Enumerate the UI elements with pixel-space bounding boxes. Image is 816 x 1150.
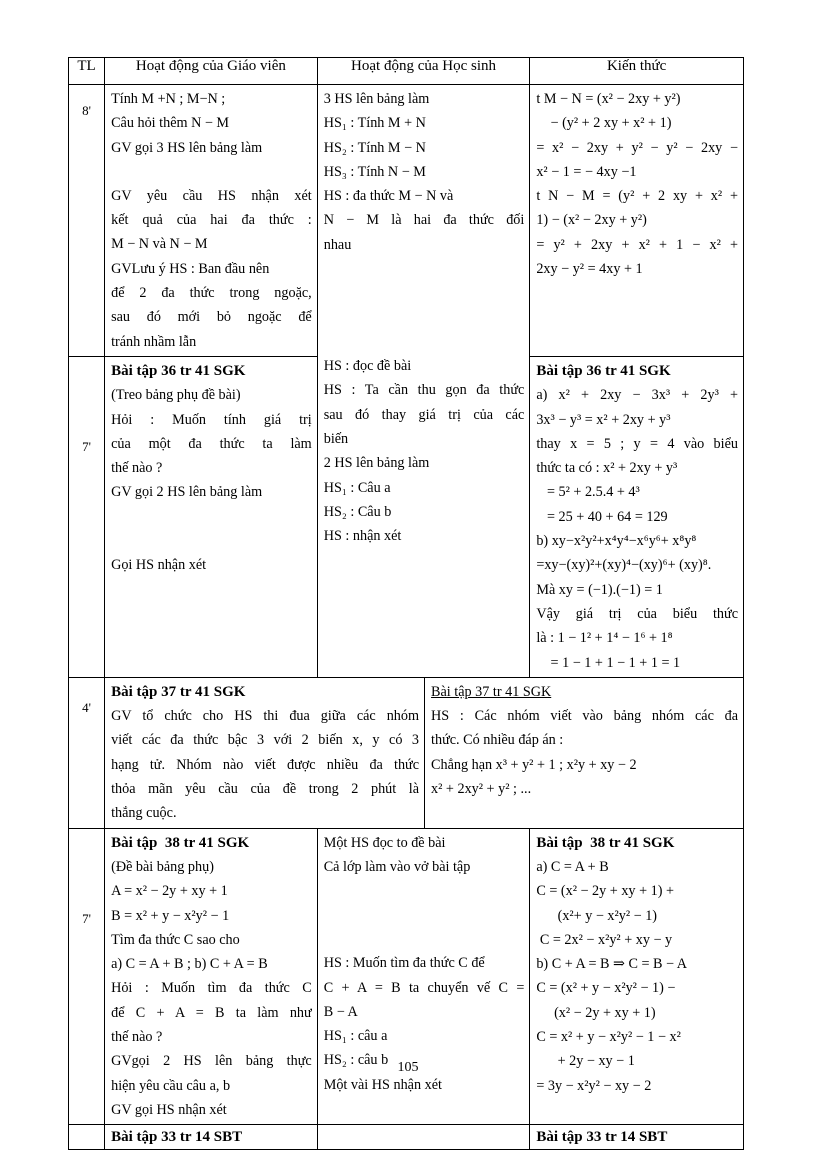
text-line: Tính M +N ; M−N ; xyxy=(111,91,226,107)
text-line: Tìm đa thức C sao cho xyxy=(111,931,240,948)
text-line: HS₂ : câu b xyxy=(323,1052,389,1069)
text-line: 2xy − y² = 4xy + 1 xyxy=(536,261,643,278)
text-line: HS₂ : Tính M − N xyxy=(323,139,426,156)
knowledge-lines xyxy=(530,1125,743,1149)
text-line: (Đề bài bảng phụ) xyxy=(111,858,214,875)
text-line: HS₁ : Tính M + N xyxy=(323,115,426,132)
text-line: N − M là hai đa thức đối xyxy=(323,212,525,229)
teacher-cell xyxy=(105,356,318,677)
text-line: B − A xyxy=(323,1003,358,1020)
text-line: t M − N = (x² − 2xy + y²) xyxy=(536,91,681,107)
teacher-cell xyxy=(105,677,425,828)
knowledge-cell xyxy=(530,1125,744,1150)
student-cell xyxy=(317,1125,530,1150)
time-label: 8' xyxy=(82,103,91,118)
student-lines xyxy=(318,85,530,550)
text-line: Chẳng hạn x³ + y² + 1 ; x²y + xy − 2 xyxy=(431,756,637,773)
text-line: HS₁ : Câu a xyxy=(323,479,391,496)
exercise-title: Bài tập 38 tr 41 SGK xyxy=(536,834,675,851)
text-line: = x² − 2xy + y² − y² − 2xy − xyxy=(536,139,738,156)
text-line: thế nào ? xyxy=(111,460,163,477)
text-line: HS₁ : câu a xyxy=(323,1028,388,1045)
text-line: hạng tử. Nhóm nào viết được nhiều đa thức xyxy=(111,756,420,773)
text-line: GV gọi 3 HS lên bảng làm xyxy=(111,139,263,156)
text-line: của một đa thức ta làm xyxy=(111,435,312,452)
knowledge-lines xyxy=(530,357,743,677)
time-cell xyxy=(69,356,105,677)
teacher-lines xyxy=(105,829,317,1125)
spacer xyxy=(324,879,525,951)
text-line: HS : Các nhóm viết vào bảng nhóm các đa xyxy=(431,708,738,725)
lesson-page xyxy=(68,57,744,1150)
text-line: HS : Ta cần thu gọn đa thức xyxy=(323,382,525,399)
text-line: a) C = A + B xyxy=(536,858,609,875)
text-line: Mà xy = (−1).(−1) = 1 xyxy=(536,581,663,598)
text-line: b) C + A = B ⇒ C = B − A xyxy=(536,956,688,973)
time-label: 7' xyxy=(82,438,91,454)
text-line: biến xyxy=(323,430,349,447)
text-line: GV gọi 2 HS lên bảng làm xyxy=(111,484,263,501)
table-row xyxy=(69,828,744,1125)
text-line: Câu hỏi thêm N − M xyxy=(111,115,230,132)
text-line: HS₂ : Câu b xyxy=(323,503,392,520)
knowledge-cell xyxy=(530,356,744,677)
text-line: = 3y − x²y² − xy − 2 xyxy=(536,1077,652,1094)
text-line: Gọi HS nhận xét xyxy=(111,556,207,573)
text-line: thức. Có nhiều đáp án : xyxy=(431,732,564,749)
text-line: Hỏi : Muốn tính giá trị xyxy=(111,411,312,428)
header-student: Hoạt động của Học sinh xyxy=(317,58,530,85)
text-line: x² − 1 = − 4xy −1 xyxy=(536,163,637,180)
text-line: HS : đa thức M − N và xyxy=(323,188,454,205)
text-line: nhau xyxy=(323,236,352,253)
text-line: A = x² − 2y + xy + 1 xyxy=(111,883,228,900)
text-line: là : 1 − 1² + 1⁴ − 1⁶ + 1⁸ xyxy=(536,630,673,647)
table-row xyxy=(69,85,744,357)
exercise-title: Bài tập 38 tr 41 SGK xyxy=(111,834,250,851)
student-cell xyxy=(425,677,744,828)
exercise-title: Bài tập 37 tr 41 SGK xyxy=(111,683,246,700)
text-line: để C + A = B ta làm như xyxy=(111,1004,312,1021)
teacher-cell xyxy=(105,85,318,357)
text-line: thỏa mãn yêu cầu của đề trong 2 phút là xyxy=(111,781,420,798)
text-line: Một vài HS nhận xét xyxy=(323,1076,442,1093)
text-line: kết quả của hai đa thức : xyxy=(111,212,312,229)
student-lines xyxy=(425,678,743,803)
time-cell xyxy=(69,828,105,1125)
student-lines xyxy=(318,829,530,1099)
text-line: 1) − (x² − 2xy + y²) xyxy=(536,212,647,229)
lesson-table xyxy=(68,57,744,1150)
text-line: Cả lớp làm vào vở bài tập xyxy=(323,858,471,875)
header-teacher: Hoạt động của Giáo viên xyxy=(105,58,318,85)
table-row xyxy=(69,1125,744,1150)
teacher-cell xyxy=(105,1125,318,1150)
text-line: thay x = 5 ; y = 4 vào biểu xyxy=(536,435,738,452)
text-line: GV tổ chức cho HS thi đua giữa các nhóm xyxy=(111,708,420,725)
time-label: 4' xyxy=(82,699,91,715)
text-line: HS : nhận xét xyxy=(323,528,402,545)
text-line: Vậy giá trị của biểu thức xyxy=(536,605,738,622)
spacer xyxy=(324,257,525,354)
text-line: 3x³ − y³ = x² + 2xy + y³ xyxy=(536,411,671,428)
text-line: sau đó thay giá trị của các xyxy=(323,406,525,423)
text-line: =xy−(xy)²+(xy)⁴−(xy)⁶+ (xy)⁸. xyxy=(536,557,712,574)
text-line: GVLưu ý HS : Ban đầu nên xyxy=(111,260,270,277)
student-cell xyxy=(317,85,530,678)
text-line: (x²+ y − x²y² − 1) xyxy=(536,907,658,924)
text-line: = 5² + 2.5.4 + 4³ xyxy=(536,484,640,501)
text-line: + 2y − xy − 1 xyxy=(536,1053,635,1070)
student-cell xyxy=(317,828,530,1125)
spacer xyxy=(111,505,312,553)
text-line: x² + 2xy² + y² ; ... xyxy=(431,781,532,798)
text-line: 2 HS lên bảng làm xyxy=(323,455,430,472)
text-line: tránh nhầm lẫn xyxy=(111,333,197,350)
text-line: HS : đọc đề bài xyxy=(323,358,412,375)
knowledge-cell xyxy=(530,828,744,1125)
teacher-lines xyxy=(105,85,317,356)
exercise-title: Bài tập 33 tr 14 SBT xyxy=(536,1129,668,1146)
text-line: thế nào ? xyxy=(111,1028,163,1045)
header-knowledge: Kiến thức xyxy=(530,58,744,85)
page-number: 105 xyxy=(397,1060,419,1075)
teacher-lines xyxy=(105,1125,317,1149)
table-header-row xyxy=(69,58,744,85)
text-line: HS₃ : Tính N − M xyxy=(323,163,426,180)
text-line: C + A = B ta chuyển vế C = xyxy=(323,979,525,996)
time-cell xyxy=(69,85,105,357)
header-tl: TL xyxy=(69,58,105,85)
text-line: để 2 đa thức trong ngoặc, xyxy=(111,285,312,302)
teacher-cell xyxy=(105,828,318,1125)
text-line: B = x² + y − x²y² − 1 xyxy=(111,907,230,924)
knowledge-lines xyxy=(530,85,743,283)
text-line: (Treo bảng phụ đề bài) xyxy=(111,387,241,404)
text-line: HS : Muốn tìm đa thức C để xyxy=(323,955,485,972)
text-line: a) C = A + B ; b) C + A = B xyxy=(111,956,268,973)
table-row xyxy=(69,677,744,828)
exercise-title: Bài tập 36 tr 41 SGK xyxy=(536,362,671,379)
time-cell xyxy=(69,677,105,828)
text-line: viết các đa thức bậc 3 với 2 biến x, y có 3 xyxy=(111,732,420,749)
text-line: C = (x² + y − x²y² − 1) − xyxy=(536,980,676,997)
exercise-title: Bài tập 36 tr 41 SGK xyxy=(111,362,246,379)
time-cell xyxy=(69,1125,105,1150)
text-line: a) x² + 2xy − 3x³ + 2y³ + xyxy=(536,387,738,404)
text-line: b) xy−x²y²+x⁴y⁴−x⁶y⁶+ x⁸y⁸ xyxy=(536,533,697,550)
text-line: GV yêu cầu HS nhận xét xyxy=(111,187,312,204)
text-line: sau đó mới bỏ ngoặc để xyxy=(111,309,312,326)
text-line xyxy=(111,160,312,184)
text-line: Hỏi : Muốn tìm đa thức C xyxy=(111,980,312,997)
text-line: − (y² + 2 xy + x² + 1) xyxy=(536,115,672,132)
text-line: = 1 − 1 + 1 − 1 + 1 = 1 xyxy=(536,654,681,671)
text-line: GVgọi 2 HS lên bảng thực xyxy=(111,1053,312,1070)
teacher-lines xyxy=(105,357,317,579)
text-line: C = x² + y − x²y² − 1 − x² xyxy=(536,1028,681,1045)
exercise-title: Bài tập 37 tr 41 SGK xyxy=(431,683,552,700)
text-line: C = 2x² − x²y² + xy − y xyxy=(536,931,673,948)
exercise-title: Bài tập 33 tr 14 SBT xyxy=(111,1129,243,1146)
text-line: hiện yêu cầu câu a, b xyxy=(111,1077,231,1094)
text-line: (x² − 2y + xy + 1) xyxy=(536,1004,656,1021)
text-line: t N − M = (y² + 2 xy + x² + xyxy=(536,188,738,205)
text-line: M − N và N − M xyxy=(111,236,208,253)
text-line: thức ta có : x² + 2xy + y³ xyxy=(536,460,678,477)
text-line: 3 HS lên bảng làm xyxy=(323,91,430,107)
text-line: = y² + 2xy + x² + 1 − x² + xyxy=(536,236,738,253)
text-line: C = (x² − 2y + xy + 1) + xyxy=(536,883,674,900)
text-line: thắng cuộc. xyxy=(111,805,177,822)
text-line: GV gọi HS nhận xét xyxy=(111,1101,227,1118)
knowledge-cell xyxy=(530,85,744,357)
teacher-lines xyxy=(105,678,424,828)
text-line: Một HS đọc to đề bài xyxy=(323,834,446,851)
text-line: = 25 + 40 + 64 = 129 xyxy=(536,508,668,525)
time-label: 7' xyxy=(82,910,91,926)
